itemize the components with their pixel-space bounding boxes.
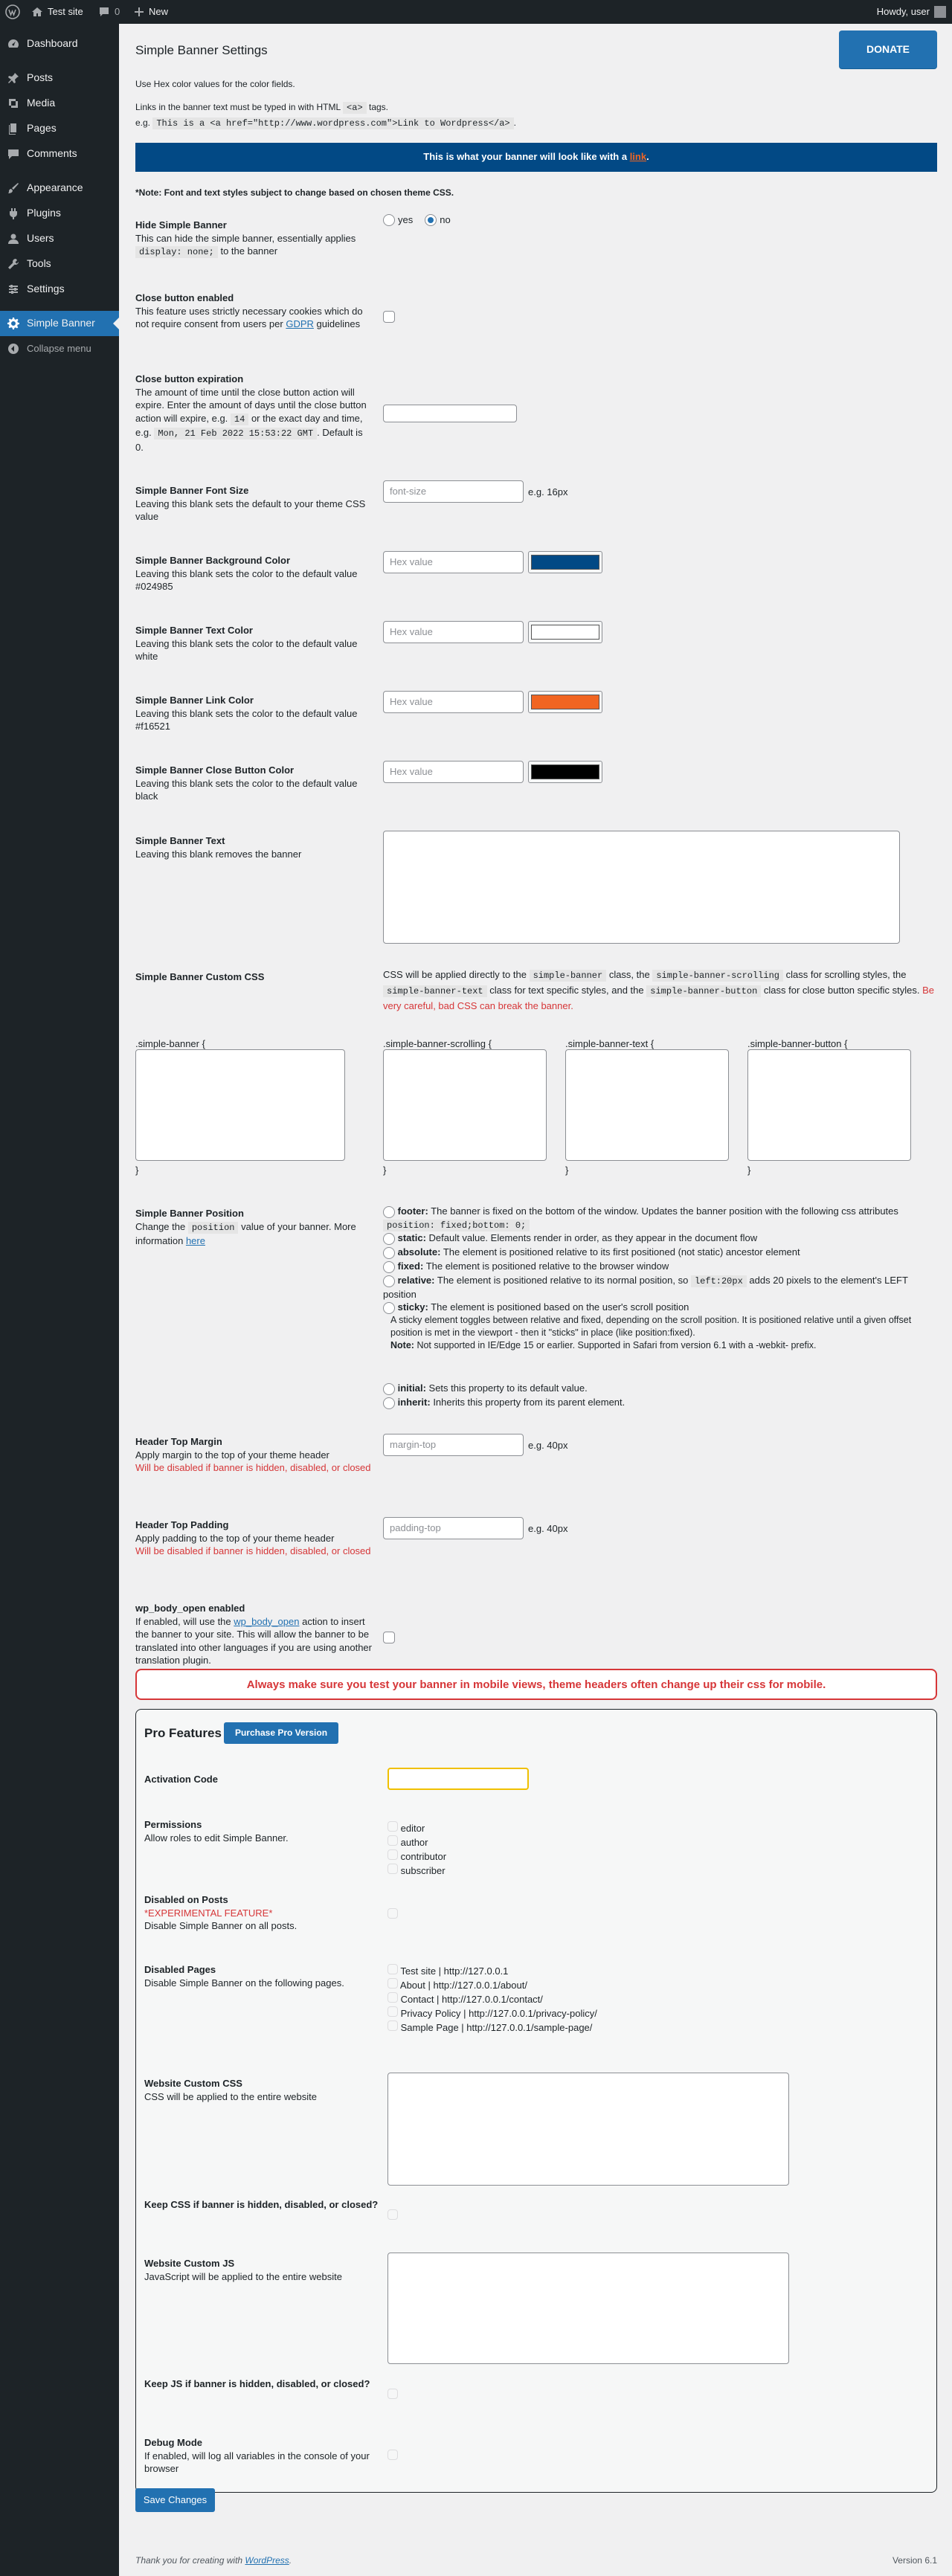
wp-body-open-label: wp_body_open enabled If enabled, will use the wp_body_open action to insert the banner to your site. This will allow the banner to be translated into other languages if you are using another translation plugin. xyxy=(135,1603,372,1666)
position-option-inherit: inherit: Inherits this property from its parent element. xyxy=(383,1396,937,1409)
collapse-arrow-icon xyxy=(7,342,20,355)
css-box-text-open: .simple-banner-text { xyxy=(565,1038,654,1049)
comment-bubble-icon xyxy=(98,6,110,18)
banner-preview-link[interactable]: link xyxy=(629,151,647,163)
page-option[interactable]: Sample Page | http://127.0.0.1/sample-page/ xyxy=(387,2020,597,2035)
howdy-user[interactable]: Howdy, user xyxy=(876,5,930,17)
activation-code-input[interactable] xyxy=(387,1768,529,1790)
link-color-input[interactable]: Hex value xyxy=(383,691,524,713)
position-static-radio[interactable] xyxy=(383,1233,395,1245)
css-box-banner-open: .simple-banner { xyxy=(135,1038,205,1049)
top-padding-example: e.g. 40px xyxy=(528,1523,568,1534)
close-color-swatch[interactable] xyxy=(528,761,602,783)
sidebar-item-tools[interactable]: Tools xyxy=(0,251,119,277)
new-label: New xyxy=(149,5,169,17)
position-option-sticky: sticky: The element is positioned based on the user's scroll position A sticky element toggles between relative and fixed, depending on the scroll position. It is positioned relative until a given offset position is met in the viewport - then it "sticks" in place (like position:fixed). Note: Not supported in IE/Edge 15 or earlier. Supported in Safari from version 6.1 with a -webkit- prefix. xyxy=(383,1301,937,1352)
footer-thanks: Thank you for creating with WordPress. xyxy=(135,2555,292,2566)
keep-js-checkbox[interactable] xyxy=(387,2389,398,2403)
sidebar-item-comments[interactable]: Comments xyxy=(0,141,119,167)
close-expiration-label: Close button expiration The amount of time until the close button action will expire. Enter the amount of days until the close button action will expire, e.g. 14 or the exact day and time, e.g. Mon, 21 Feb 2022 15:53:22 GMT . Default is 0. xyxy=(135,373,367,453)
close-color-input[interactable]: Hex value xyxy=(383,761,524,783)
wordpress-link[interactable]: WordPress xyxy=(245,2555,289,2566)
link-color-swatch[interactable] xyxy=(528,691,602,713)
position-relative-radio[interactable] xyxy=(383,1275,395,1287)
css-box-text-close: } xyxy=(565,1165,569,1176)
hide-banner-radios: yes no xyxy=(383,213,451,227)
text-color-input[interactable]: Hex value xyxy=(383,621,524,643)
top-padding-input[interactable]: padding-top xyxy=(383,1517,524,1539)
save-changes-button[interactable]: Save Changes xyxy=(135,2488,215,2512)
website-js-label: Website Custom JS JavaScript will be applied to the entire website xyxy=(144,2258,342,2282)
page-title: Simple Banner Settings xyxy=(135,43,268,57)
website-js-textarea[interactable] xyxy=(387,2253,789,2364)
settings-sliders-icon xyxy=(7,283,20,296)
dashboard-icon xyxy=(7,37,20,51)
admin-sidebar xyxy=(0,24,119,2576)
wp-body-open-link[interactable]: wp_body_open xyxy=(234,1615,300,1627)
gear-icon xyxy=(7,317,20,330)
text-color-label: Simple Banner Text Color Leaving this blank sets the color to the default value white xyxy=(135,625,358,662)
plus-icon xyxy=(134,7,144,17)
purchase-pro-button[interactable]: Purchase Pro Version xyxy=(224,1722,338,1744)
disabled-pages-list xyxy=(387,1964,597,2035)
page-option[interactable]: About | http://127.0.0.1/about/ xyxy=(387,1978,597,1992)
css-box-button[interactable] xyxy=(747,1049,911,1161)
custom-css-description: CSS will be applied directly to the simple-banner class, the simple-banner-scrolling class for scrolling styles, the simple-banner-text class for text specific styles, and the simple-banner-button class for close button specific styles. Be very careful, bad CSS can break the banner. xyxy=(383,969,934,1011)
css-box-button-close: } xyxy=(747,1165,751,1176)
keep-css-label: Keep CSS if banner is hidden, disabled, or closed? xyxy=(144,2199,379,2210)
position-fixed-radio[interactable] xyxy=(383,1261,395,1273)
role-subscriber[interactable]: subscriber xyxy=(387,1864,446,1878)
hide-yes-radio[interactable] xyxy=(383,214,395,226)
hide-no-radio[interactable] xyxy=(425,214,437,226)
position-label: Simple Banner Position Change the position value of your banner. More information here xyxy=(135,1208,356,1246)
link-example: e.g. This is a <a href="http://www.wordpress.com">Link to Wordpress</a> . xyxy=(135,117,516,129)
custom-css-label: Simple Banner Custom CSS xyxy=(135,971,265,982)
close-color-label: Simple Banner Close Button Color Leaving this blank sets the color to the default value black xyxy=(135,764,358,802)
footer-version: Version 6.1 xyxy=(892,2555,937,2566)
sidebar-item-media[interactable]: Media xyxy=(0,91,119,116)
close-button-enabled-checkbox[interactable] xyxy=(383,311,395,326)
top-margin-input[interactable]: margin-top xyxy=(383,1434,524,1456)
pages-icon xyxy=(7,122,20,135)
comments-link[interactable] xyxy=(98,0,120,24)
top-margin-label: Header Top Margin Apply margin to the top of your theme header Will be disabled if banner is hidden, disabled, or closed xyxy=(135,1436,371,1473)
comments-count: 0 xyxy=(115,5,120,17)
font-size-example: e.g. 16px xyxy=(528,486,568,498)
link-color-label: Simple Banner Link Color Leaving this blank sets the color to the default value #f16521 xyxy=(135,695,358,732)
donate-button[interactable]: DONATE xyxy=(839,30,937,68)
pro-features-title: Pro Features xyxy=(144,1726,222,1740)
hide-banner-label: Hide Simple Banner This can hide the simple banner, essentially applies display: none; to the banner xyxy=(135,219,356,257)
position-footer-radio[interactable] xyxy=(383,1206,395,1218)
debug-mode-checkbox[interactable] xyxy=(387,2450,398,2464)
css-box-button-open: .simple-banner-button { xyxy=(747,1038,848,1049)
font-note: *Note: Font and text styles subject to change based on chosen theme CSS. xyxy=(135,187,454,198)
links-note: Links in the banner text must be typed in with HTML <a> tags. xyxy=(135,102,389,113)
position-option-relative: relative: The element is positioned relative to its normal position, so left:20px adds 20 pixels to the element's LEFT position xyxy=(383,1275,908,1300)
pushpin-icon xyxy=(7,71,20,85)
css-box-banner[interactable] xyxy=(135,1049,345,1161)
debug-mode-label: Debug Mode If enabled, will log all variables in the console of your browser xyxy=(144,2437,370,2474)
top-padding-label: Header Top Padding Apply padding to the top of your theme header Will be disabled if banner is hidden, disabled, or closed xyxy=(135,1519,371,1556)
bg-color-input[interactable]: Hex value xyxy=(383,551,524,573)
wrench-icon xyxy=(7,257,20,271)
text-color-swatch[interactable] xyxy=(528,621,602,643)
role-author[interactable]: author xyxy=(387,1835,446,1849)
keep-css-checkbox[interactable] xyxy=(387,2209,398,2224)
comments-icon xyxy=(7,147,20,161)
banner-text-label: Simple Banner Text Leaving this blank removes the banner xyxy=(135,835,302,860)
sidebar-item-settings[interactable]: Settings xyxy=(0,277,119,302)
sidebar-item-simple-banner[interactable]: Simple Banner xyxy=(0,311,119,336)
close-expiration-input[interactable] xyxy=(383,405,517,422)
position-option-static: static: Default value. Elements render in order, as they appear in the document flow xyxy=(383,1231,937,1245)
close-button-enabled-label: Close button enabled This feature uses strictly necessary cookies which do not require consent from users per GDPR guidelines xyxy=(135,292,363,329)
page-option[interactable]: Test site | http://127.0.0.1 xyxy=(387,1964,597,1978)
font-size-input[interactable]: font-size xyxy=(383,480,524,503)
banner-preview: This is what your banner will look like with a link . xyxy=(135,143,937,172)
position-sticky-radio[interactable] xyxy=(383,1302,395,1314)
website-css-textarea[interactable] xyxy=(387,2073,789,2186)
admin-bar xyxy=(0,0,952,24)
disabled-on-posts-label: Disabled on Posts *EXPERIMENTAL FEATURE* Disable Simple Banner on all posts. xyxy=(144,1894,298,1931)
pro-features-panel xyxy=(135,1709,937,2493)
sidebar-item-dashboard[interactable]: Dashboard xyxy=(0,31,119,57)
font-size-label: Simple Banner Font Size Leaving this blank sets the default to your theme CSS value xyxy=(135,485,366,522)
collapse-menu-button[interactable]: Collapse menu xyxy=(0,336,119,361)
bg-color-label: Simple Banner Background Color Leaving this blank sets the color to the default value #024985 xyxy=(135,555,358,592)
position-initial-radio[interactable] xyxy=(383,1383,395,1395)
disabled-pages-label: Disabled Pages Disable Simple Banner on the following pages. xyxy=(144,1964,344,1989)
site-name-link[interactable] xyxy=(31,0,83,24)
permissions-label: Permissions Allow roles to edit Simple Banner. xyxy=(144,1819,289,1844)
plugin-icon xyxy=(7,207,20,220)
role-editor[interactable]: editor xyxy=(387,1821,446,1835)
wordpress-logo-icon[interactable] xyxy=(5,0,20,24)
role-contributor[interactable]: contributor xyxy=(387,1849,446,1864)
permissions-list xyxy=(387,1821,446,1878)
css-box-scrolling[interactable] xyxy=(383,1049,547,1161)
disabled-on-posts-checkbox[interactable] xyxy=(387,1908,398,1922)
sidebar-item-plugins[interactable]: Plugins xyxy=(0,201,119,226)
page-option[interactable]: Privacy Policy | http://127.0.0.1/privacy-policy/ xyxy=(387,2006,597,2020)
page-option[interactable]: Contact | http://127.0.0.1/contact/ xyxy=(387,1992,597,2006)
position-absolute-radio[interactable] xyxy=(383,1247,395,1259)
user-icon xyxy=(7,232,20,245)
new-content-link[interactable] xyxy=(134,0,168,24)
position-option-footer: footer: The banner is fixed on the bottom of the window. Updates the banner position with the following css attributes position: fixed;bottom: 0; xyxy=(383,1205,937,1232)
position-inherit-radio[interactable] xyxy=(383,1397,395,1409)
website-css-label: Website Custom CSS CSS will be applied to the entire website xyxy=(144,2078,317,2102)
mobile-warning: Always make sure you test your banner in mobile views, theme headers often change up their css for mobile. xyxy=(135,1669,937,1700)
css-box-scrolling-open: .simple-banner-scrolling { xyxy=(383,1038,492,1049)
media-icon xyxy=(7,97,20,110)
sidebar-item-pages[interactable]: Pages xyxy=(0,116,119,141)
home-icon xyxy=(31,6,43,18)
top-margin-example: e.g. 40px xyxy=(528,1440,568,1451)
site-name: Test site xyxy=(48,5,83,17)
position-option-fixed: fixed: The element is positioned relative to the browser window xyxy=(383,1260,937,1273)
keep-js-label: Keep JS if banner is hidden, disabled, or closed? xyxy=(144,2378,370,2389)
css-box-scrolling-close: } xyxy=(383,1165,387,1176)
sidebar-item-appearance[interactable]: Appearance xyxy=(0,176,119,201)
paintbrush-icon xyxy=(7,181,20,195)
css-box-text[interactable] xyxy=(565,1049,729,1161)
position-more-info-link[interactable]: here xyxy=(185,1235,205,1246)
activation-code-label: Activation Code xyxy=(144,1774,218,1785)
banner-text-textarea[interactable] xyxy=(383,831,900,944)
gdpr-link[interactable]: GDPR xyxy=(286,318,314,329)
bg-color-swatch[interactable] xyxy=(528,551,602,573)
sidebar-item-posts[interactable]: Posts xyxy=(0,65,119,91)
avatar[interactable] xyxy=(934,0,946,24)
hex-note: Use Hex color values for the color fields. xyxy=(135,79,295,89)
sidebar-item-users[interactable]: Users xyxy=(0,226,119,251)
css-box-banner-close: } xyxy=(135,1165,139,1176)
position-option-absolute: absolute: The element is positioned relative to its first positioned (not static) ancestor element xyxy=(383,1246,937,1259)
wp-body-open-checkbox[interactable] xyxy=(383,1632,395,1647)
position-option-initial: initial: Sets this property to its default value. xyxy=(383,1382,937,1395)
